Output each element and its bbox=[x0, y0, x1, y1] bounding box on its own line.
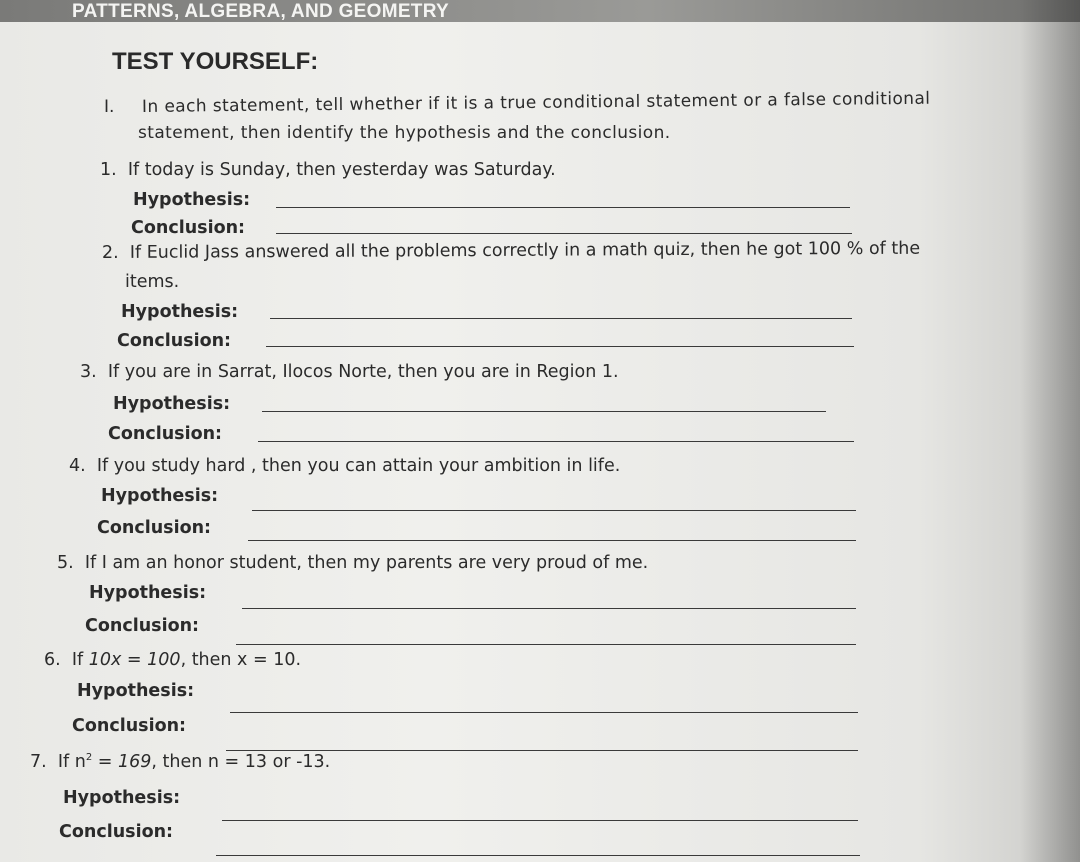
item-3-statement bbox=[80, 362, 619, 382]
item-7-prefix: If bbox=[57, 752, 75, 772]
item-4-conclusion-blank[interactable] bbox=[248, 540, 856, 541]
item-2-conclusion-label: Conclusion: bbox=[117, 331, 232, 351]
item-5-conclusion-blank[interactable] bbox=[236, 644, 856, 645]
item-7-conclusion-blank[interactable] bbox=[216, 855, 860, 856]
page-edge-shadow bbox=[1020, 0, 1080, 862]
instruction-line-1: In each statement, tell whether if it is a true conditional statement or a false conditional bbox=[141, 88, 931, 117]
item-3-text: If you are in Sarrat, Ilocos Norte, then you are in Region 1. bbox=[107, 362, 619, 382]
item-4-hypothesis-blank[interactable] bbox=[252, 510, 856, 511]
item-6-equation: 10x = 100 bbox=[88, 650, 181, 670]
item-2-number: 2. bbox=[101, 242, 119, 263]
item-6-statement bbox=[44, 650, 301, 670]
item-5-statement bbox=[57, 553, 648, 573]
item-3-hypothesis-blank[interactable] bbox=[262, 411, 826, 412]
item-1-statement bbox=[100, 160, 556, 180]
header-bar bbox=[0, 0, 1080, 22]
item-5-hypothesis-blank[interactable] bbox=[242, 608, 856, 609]
section-title: TEST YOURSELF: bbox=[112, 48, 319, 75]
item-2-hypothesis-label: Hypothesis: bbox=[121, 302, 239, 322]
item-6-hypothesis-label: Hypothesis: bbox=[77, 681, 195, 701]
item-1-hypothesis-label: Hypothesis: bbox=[133, 190, 251, 210]
item-7-equation: = 169 bbox=[92, 752, 152, 772]
item-7-exponent: 2 bbox=[85, 752, 93, 764]
item-6-conclusion-blank[interactable] bbox=[226, 750, 858, 751]
instruction-line-2: statement, then identify the hypothesis and the conclusion. bbox=[138, 123, 671, 143]
item-7-hypothesis-blank[interactable] bbox=[222, 820, 858, 821]
item-4-statement bbox=[69, 456, 620, 476]
item-2-text-line-1: If Euclid Jass answered all the problems correctly in a math quiz, then he got 100 % of the bbox=[129, 238, 921, 263]
item-2-statement bbox=[102, 239, 920, 263]
page-header-title: PATTERNS, ALGEBRA, AND GEOMETRY bbox=[72, 1, 449, 22]
item-5-text: If I am an honor student, then my parents are very proud of me. bbox=[84, 553, 649, 573]
item-7-hypothesis-label: Hypothesis: bbox=[63, 788, 181, 808]
item-5-hypothesis-label: Hypothesis: bbox=[89, 583, 207, 603]
item-3-conclusion-blank[interactable] bbox=[258, 441, 854, 442]
item-6-conclusion-label: Conclusion: bbox=[72, 716, 187, 736]
item-3-conclusion-label: Conclusion: bbox=[108, 424, 223, 444]
item-4-number: 4. bbox=[69, 456, 86, 476]
item-2-hypothesis-blank[interactable] bbox=[270, 318, 852, 319]
item-6-prefix: If bbox=[71, 650, 89, 670]
item-1-hypothesis-blank[interactable] bbox=[276, 207, 850, 208]
item-1-text: If today is Sunday, then yesterday was Saturday. bbox=[127, 160, 556, 180]
item-7-variable: n bbox=[74, 752, 86, 772]
item-7-statement bbox=[30, 752, 330, 772]
item-4-hypothesis-label: Hypothesis: bbox=[101, 486, 219, 506]
item-3-number: 3. bbox=[80, 362, 97, 382]
item-7-suffix: , then n = 13 or -13. bbox=[151, 752, 331, 772]
item-5-conclusion-label: Conclusion: bbox=[85, 616, 200, 636]
item-1-conclusion-label: Conclusion: bbox=[131, 218, 246, 238]
item-7-conclusion-label: Conclusion: bbox=[59, 822, 174, 842]
item-6-hypothesis-blank[interactable] bbox=[230, 712, 858, 713]
item-1-number: 1. bbox=[100, 160, 117, 180]
item-2-conclusion-blank[interactable] bbox=[266, 346, 854, 347]
item-2-text-line-2: items. bbox=[125, 272, 180, 292]
item-4-text: If you study hard , then you can attain your ambition in life. bbox=[96, 456, 621, 476]
item-5-number: 5. bbox=[57, 553, 74, 573]
item-6-suffix: , then x = 10. bbox=[180, 650, 302, 670]
item-7-number: 7. bbox=[30, 752, 47, 772]
item-4-conclusion-label: Conclusion: bbox=[97, 518, 212, 538]
item-6-number: 6. bbox=[44, 650, 61, 670]
item-1-conclusion-blank[interactable] bbox=[276, 233, 852, 234]
instruction-number: I. bbox=[104, 97, 115, 117]
item-3-hypothesis-label: Hypothesis: bbox=[113, 394, 231, 414]
